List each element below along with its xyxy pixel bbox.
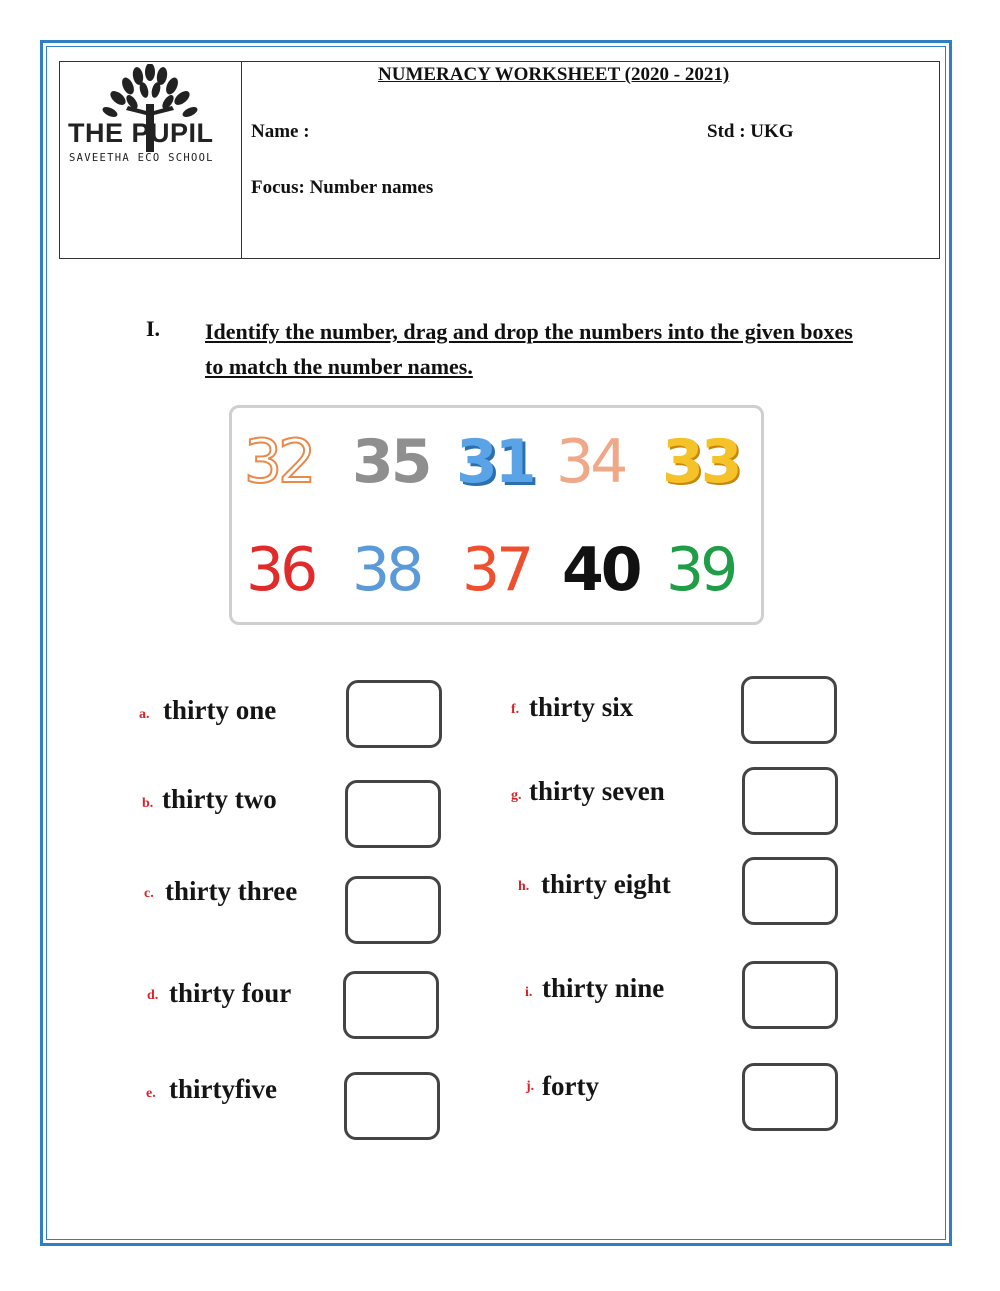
question-number: I. bbox=[146, 316, 161, 341]
number-name-thirty-six: thirty six bbox=[529, 692, 634, 722]
answer-box-d[interactable] bbox=[343, 971, 439, 1039]
item-letter-d: d. bbox=[147, 988, 159, 1003]
number-name-thirty-two: thirty two bbox=[162, 784, 277, 814]
number-tile-31[interactable]: 31 bbox=[456, 427, 534, 497]
number-tile-36[interactable]: 36 bbox=[246, 535, 315, 605]
number-name-thirty-nine: thirty nine bbox=[542, 973, 665, 1003]
answer-box-b[interactable] bbox=[345, 780, 441, 848]
number-name-thirty-five: thirtyfive bbox=[169, 1074, 277, 1104]
number-tile-35[interactable]: 35 bbox=[352, 427, 430, 497]
worksheet-title: NUMERACY WORKSHEET (2020 - 2021) bbox=[378, 64, 730, 85]
item-letter-c: c. bbox=[144, 886, 154, 901]
item-letter-a: a. bbox=[139, 707, 150, 722]
answer-box-c[interactable] bbox=[345, 876, 441, 944]
answer-box-i[interactable] bbox=[742, 961, 838, 1029]
number-tile-33[interactable]: 33 bbox=[662, 427, 740, 497]
logo-brand-text: THE PUPIL bbox=[68, 118, 214, 148]
answer-box-h[interactable] bbox=[742, 857, 838, 925]
std-label: Std : UKG bbox=[707, 121, 794, 142]
number-name-thirty-eight: thirty eight bbox=[541, 869, 671, 899]
number-tile-40[interactable]: 40 bbox=[562, 535, 640, 605]
item-letter-b: b. bbox=[142, 796, 154, 811]
item-letter-f: f. bbox=[511, 702, 520, 717]
number-name-thirty-one: thirty one bbox=[163, 695, 277, 725]
answer-box-e[interactable] bbox=[344, 1072, 440, 1140]
header-divider bbox=[241, 61, 242, 259]
answer-box-j[interactable] bbox=[742, 1063, 838, 1131]
item-letter-i: i. bbox=[525, 985, 533, 1000]
number-tile-37[interactable]: 37 bbox=[462, 535, 531, 605]
question-instruction: Identify the number, drag and drop the numbers into the given boxes to match the number names. bbox=[205, 319, 853, 379]
item-letter-g: g. bbox=[511, 788, 522, 803]
item-letter-j: j. bbox=[526, 1079, 535, 1094]
logo-subtitle: SAVEETHA ECO SCHOOL bbox=[69, 152, 214, 164]
item-letter-e: e. bbox=[146, 1086, 156, 1101]
number-name-forty: forty bbox=[542, 1071, 599, 1101]
number-tile-39[interactable]: 39 bbox=[666, 535, 735, 605]
number-name-thirty-four: thirty four bbox=[169, 978, 292, 1008]
focus-label: Focus: Number names bbox=[251, 177, 434, 198]
answer-box-a[interactable] bbox=[346, 680, 442, 748]
number-name-thirty-seven: thirty seven bbox=[529, 776, 665, 806]
item-letter-h: h. bbox=[518, 879, 530, 894]
number-tile-32[interactable]: 32 bbox=[244, 427, 313, 497]
number-tile-34[interactable]: 34 bbox=[556, 427, 625, 497]
number-name-thirty-three: thirty three bbox=[165, 876, 298, 906]
name-label: Name : bbox=[251, 121, 310, 142]
number-tile-38[interactable]: 38 bbox=[352, 535, 421, 605]
answer-box-g[interactable] bbox=[742, 767, 838, 835]
answer-box-f[interactable] bbox=[741, 676, 837, 744]
